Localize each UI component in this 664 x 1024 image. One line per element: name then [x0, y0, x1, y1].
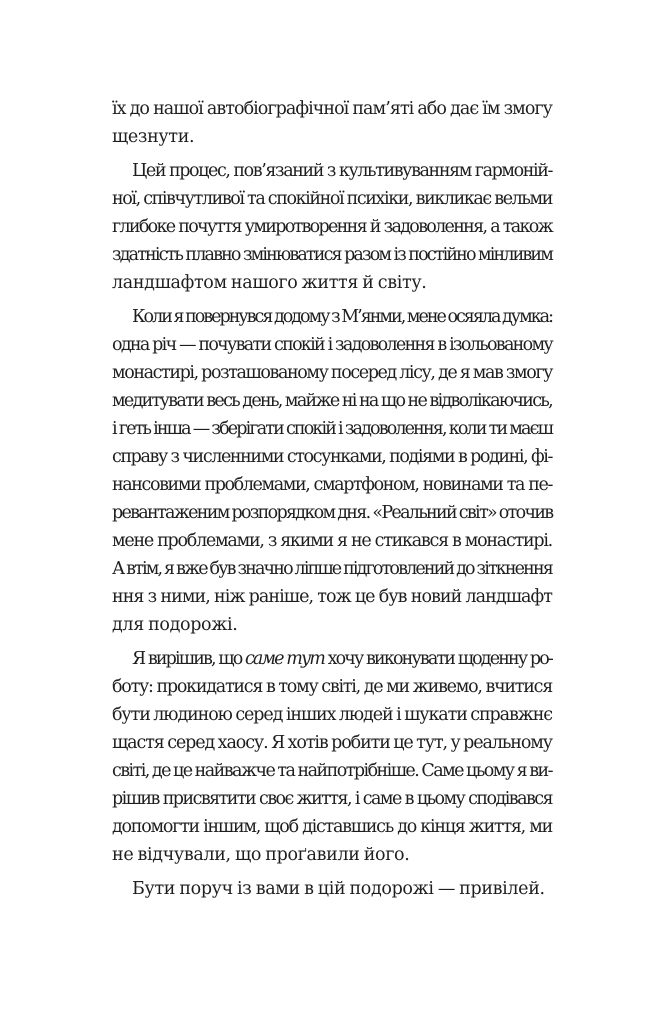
text-line: мене проблемами, з якими я не стикався в монастирі.	[112, 531, 552, 551]
emphasis-text: саме тут	[244, 649, 325, 669]
text-line: одна річ — почувати спокій і задоволення в ізольованому	[112, 335, 552, 355]
paragraph-4	[112, 645, 552, 869]
text-line: справу з численними стосунками, подіями в родині, фі-	[112, 447, 552, 467]
text-line: здатність плавно змінюватися разом із постійно мінливим	[112, 245, 552, 265]
text-line: їх до нашої автобіографічної пам’яті або дає їм змогу	[112, 99, 552, 119]
body-text	[112, 95, 552, 909]
text-line: ння з ними, ніж раніше, тож це був новий ландшафт	[112, 587, 552, 607]
text-line: А втім, я вже був значно ліпше підготовлений до зіткнення	[112, 559, 552, 579]
text-line: бути людиною серед інших людей і шукати справжнє	[112, 705, 552, 725]
text-run: хочу виконувати щоденну ро-	[324, 649, 552, 669]
paragraph-2	[112, 157, 552, 297]
text-line: боту: прокидатися в тому світі, де ми живемо, вчитися	[112, 677, 552, 697]
text-line: для подорожі.	[112, 615, 238, 635]
text-line: глибоке почуття умиротворення й задоволення, а також	[112, 217, 552, 237]
text-line: ної, співчутливої та спокійної психіки, викликає вельми	[112, 189, 552, 209]
text-line: Цей процес, пов’язаний з культивуванням гармоній-	[132, 161, 552, 181]
text-line: світі, де це найважче та найпотрібніше. Саме цьому я ви-	[112, 761, 552, 781]
text-line: допомогти іншим, щоб діставшись до кінця життя, ми	[112, 817, 552, 837]
text-line: нансовими проблемами, смартфоном, новинами та пе-	[112, 475, 552, 495]
text-line: монастирі, розташованому посеред лісу, де я мав змогу	[112, 363, 552, 383]
text-line: ландшафтом нашого життя й світу.	[112, 273, 427, 293]
text-line: рішив присвятити своє життя, і саме в цьому сподівався	[112, 789, 552, 809]
text-line: не відчували, що проґавили його.	[112, 845, 410, 865]
text-line: Бути поруч із вами в цій подорожі — привілей.	[132, 879, 545, 899]
paragraph-1	[112, 95, 552, 151]
text-line: щезнути.	[112, 127, 195, 147]
text-line: і геть інша — зберігати спокій і задоволення, коли ти маєш	[112, 419, 552, 439]
text-run: Я вирішив, що	[132, 649, 245, 669]
text-line: медитувати весь день, майже ні на що не відволікаючись,	[112, 391, 552, 411]
paragraph-3	[112, 303, 552, 639]
text-line: ревантаженим розпорядком дня. «Реальний світ» оточив	[112, 503, 553, 523]
paragraph-5	[112, 875, 552, 903]
text-line	[112, 645, 552, 673]
text-line: Коли я повернувся додому з М’янми, мене осяяла думка:	[132, 307, 552, 327]
text-line: щастя серед хаосу. Я хотів робити це тут, у реальному	[112, 733, 552, 753]
